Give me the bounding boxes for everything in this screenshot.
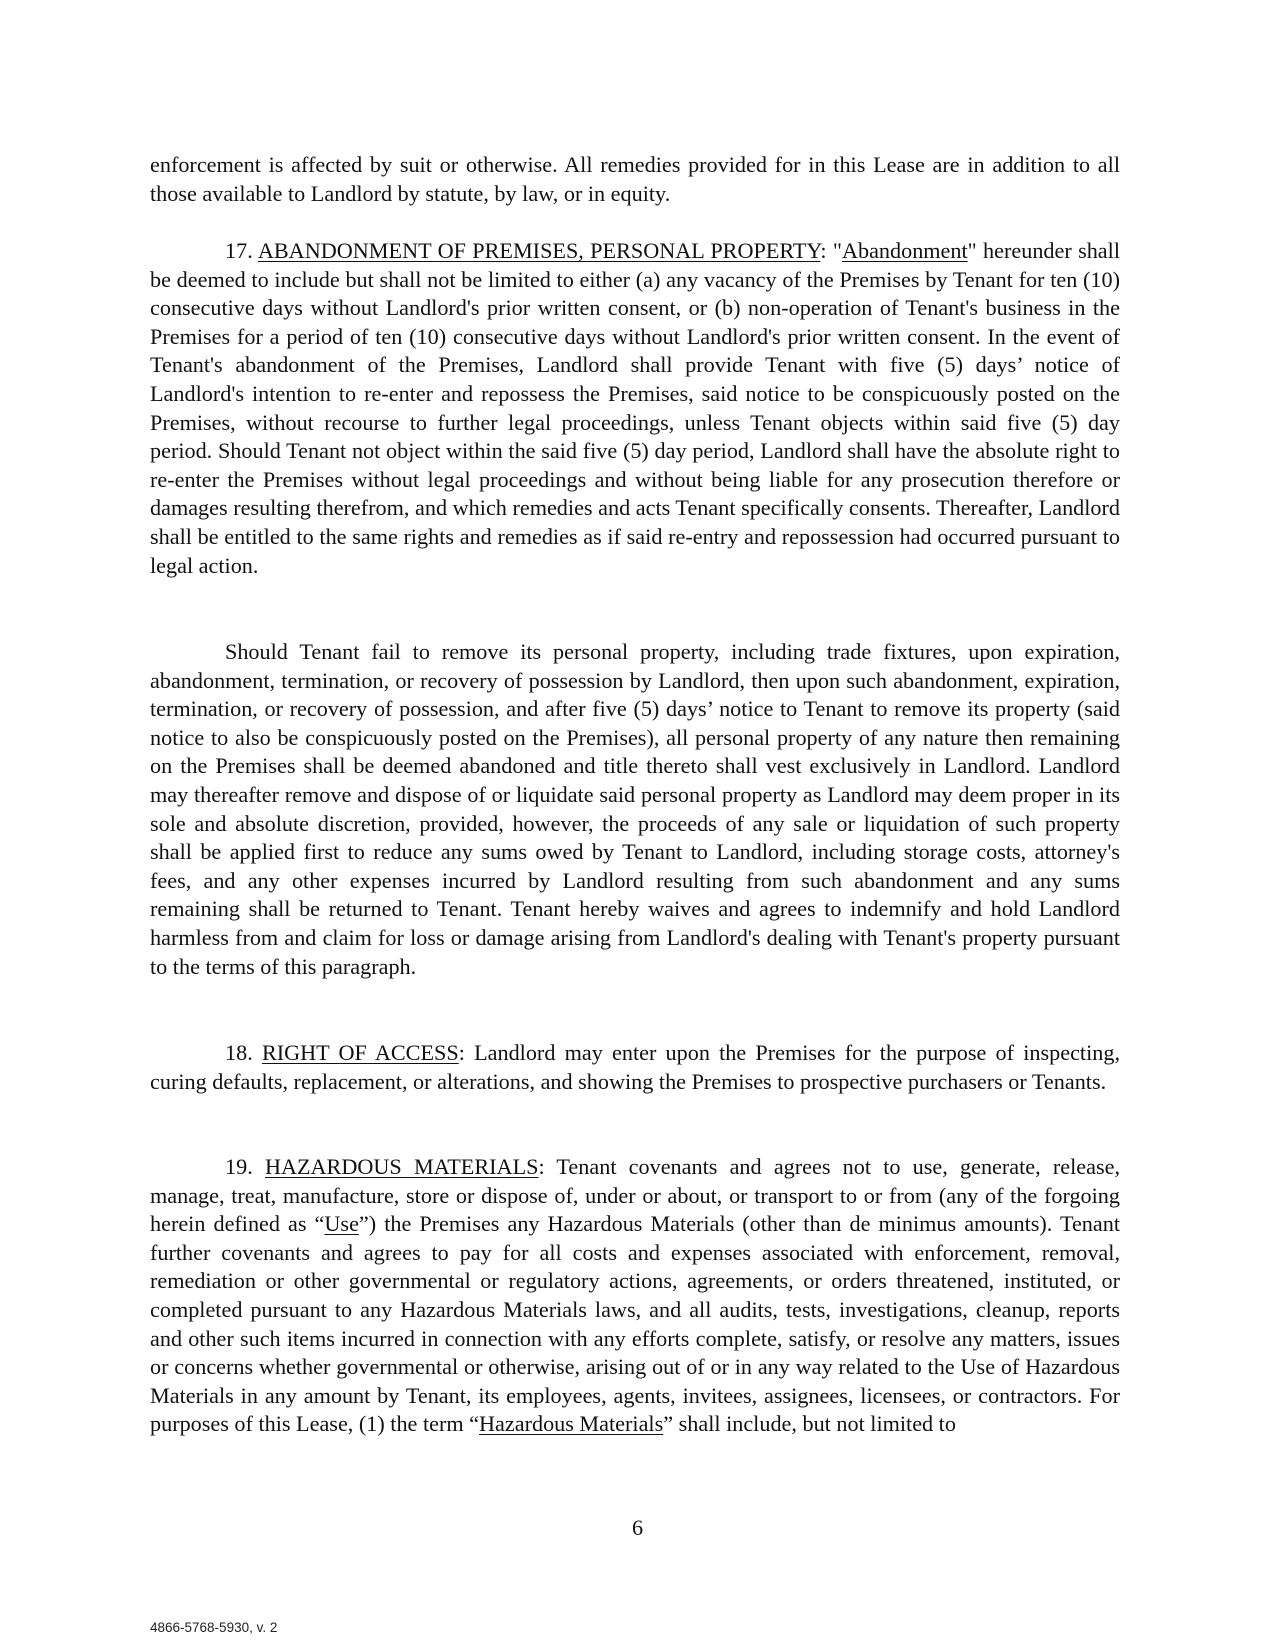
section-heading: HAZARDOUS MATERIALS xyxy=(264,1154,539,1179)
defined-term-abandonment: Abandonment xyxy=(841,238,968,263)
section-number: 19. xyxy=(225,1154,253,1179)
defined-term-use: Use xyxy=(324,1211,359,1237)
section-heading: RIGHT OF ACCESS xyxy=(261,1040,459,1065)
paragraph-text: Should Tenant fail to remove its personal property, including trade fixtures, upon expiration, abandonment, termination, or recovery of possession by Landlord, then upon such abandonment, expiration, termination, or recovery of possession, and after five (5) days’ notice to Tenant to remove its property (said notice to also be conspicuously posted on the Premises), all personal property of any nature then remaining on the Premises shall be deemed abandoned and title thereto shall vest exclusively in Landlord. Landlord may thereafter remove and dispose of or liquidate said personal property as Landlord may deem proper in its sole and absolute discretion, provided, however, the proceeds of any sale or liquidation of such property shall be applied first to reduce any sums owed by Tenant to Landlord, including storage costs, attorney's fees, and any other expenses incurred by Landlord resulting from such abandonment and any sums remaining shall be returned to Tenant. Tenant hereby waives and agrees to indemnify and hold Landlord harmless from and claim for loss or damage arising from Landlord's dealing with Tenant's property pursuant to the terms of this paragraph. xyxy=(150,639,1120,979)
document-id: 4866-5768-5930, v. 2 xyxy=(150,1620,278,1635)
section-body-part-c: ” shall include, but not limited to xyxy=(663,1411,956,1437)
section-body: " hereunder shall be deemed to include but shall not be limited to either (a) any vacancy of the Premises by Tenant for ten (10) consecutive days without Landlord's prior written consent, or (b) non-operation of Tenant's business in the Premises for a period of ten (10) consecutive days without Landlord's prior written consent. In the event of Tenant's abandonment of the Premises, Landlord shall provide Tenant with five (5) days’ notice of Landlord's intention to re-enter and repossess the Premises, said notice to be conspicuously posted on the Premises, without recourse to further legal proceedings, unless Tenant objects within said five (5) day period. Should Tenant not object within the said five (5) day period, Landlord shall have the absolute right to re-enter the Premises without legal proceedings and without being liable for any prosecution therefore or damages resulting therefrom, and which remedies and acts Tenant specifically consents. Thereafter, Landlord shall be entitled to the same rights and remedies as if said re-entry and repossession had occurred pursuant to legal action. xyxy=(150,238,1120,578)
paragraph-continuation xyxy=(150,151,1120,208)
defined-term-hazardous-materials: Hazardous Materials xyxy=(479,1411,664,1437)
page-number: 6 xyxy=(631,1515,644,1540)
section-18-right-of-access xyxy=(150,1039,1120,1096)
section-number: 17. xyxy=(225,238,253,263)
section-body-part-a: : Tenant covenants and agrees not to use, generate, release, manage, treat, manufacture, store or dispose of, under or about, or transport to or from (any of the forgoing herein defined as “ xyxy=(150,1154,1120,1237)
heading-punctuation: : " xyxy=(820,238,842,263)
section-19-hazardous-materials xyxy=(150,1153,1120,1439)
section-body: : Landlord may enter upon the Premises for the purpose of inspecting, curing defaults, replacement, or alterations, and showing the Premises to prospective purchasers or Tenants. xyxy=(150,1040,1120,1094)
section-number: 18. xyxy=(225,1040,253,1065)
section-17-abandonment xyxy=(150,237,1120,580)
section-heading: ABANDONMENT OF PREMISES, PERSONAL PROPERTY xyxy=(257,238,821,263)
paragraph-personal-property xyxy=(150,638,1120,981)
section-body-part-b: ”) the Premises any Hazardous Materials (other than de minimus amounts). Tenant further covenants and agrees to pay for all costs and expenses associated with enforcement, removal, remediation or other governmental or regulatory actions, agreements, or orders threatened, instituted, or completed pursuant to any Hazardous Materials laws, and all audits, tests, investigations, cleanup, reports and other such items incurred in connection with any efforts complete, satisfy, or resolve any matters, issues or concerns whether governmental or otherwise, arising out of or in any way related to the Use of Hazardous Materials in any amount by Tenant, its employees, agents, invitees, assignees, licensees, or contractors. For purposes of this Lease, (1) the term “ xyxy=(150,1211,1120,1437)
paragraph-text: enforcement is affected by suit or otherwise. All remedies provided for in this Lease are in addition to all those available to Landlord by statute, by law, or in equity. xyxy=(150,152,1120,206)
